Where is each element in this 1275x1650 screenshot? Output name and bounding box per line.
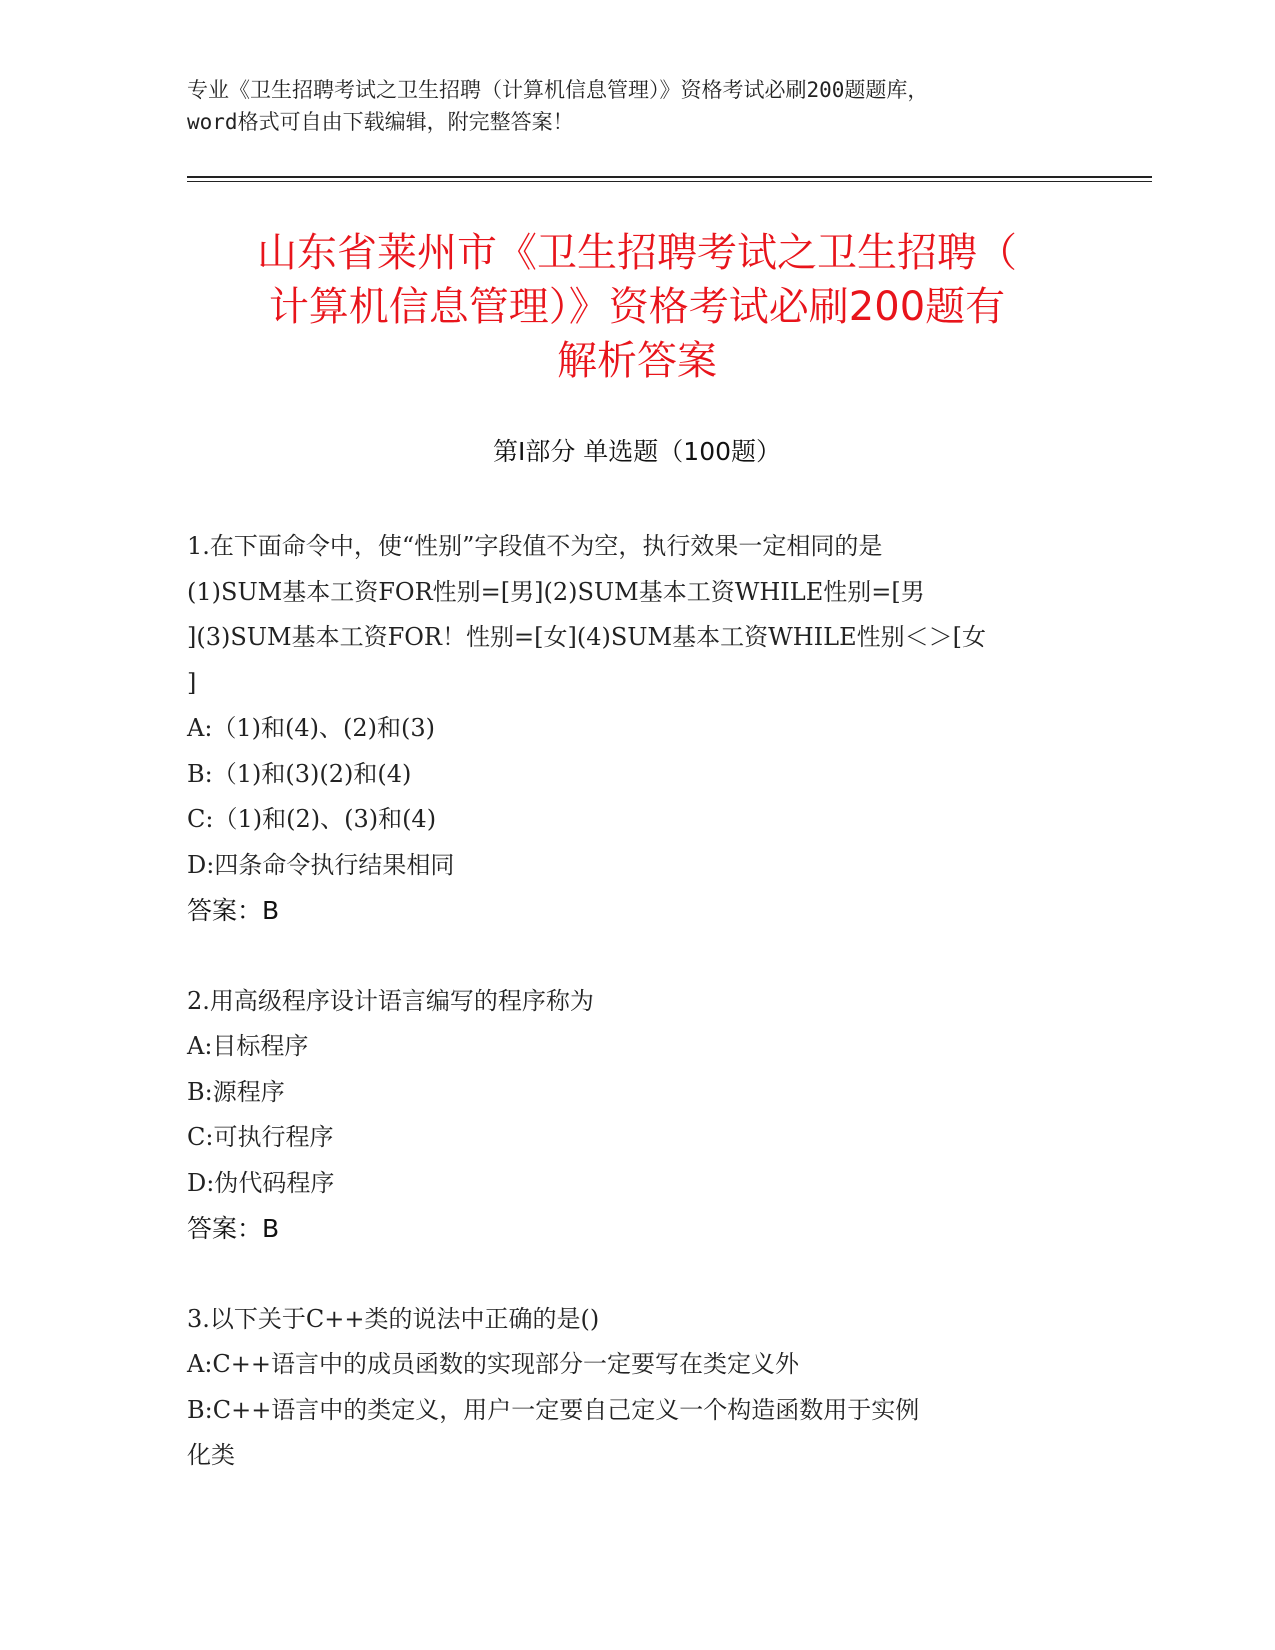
header-divider-thick	[187, 176, 1152, 178]
question-stem-line: 3.以下关于C++类的说法中正确的是()	[187, 1304, 600, 1333]
option-c: C:可执行程序	[187, 1123, 334, 1151]
section-title: 第Ⅰ部分 单选题（100题）	[492, 437, 782, 466]
question-list	[187, 524, 1087, 1479]
option-a: A:目标程序	[187, 1032, 309, 1060]
option-d: D:四条命令执行结果相同	[187, 850, 455, 879]
header-note-line: word格式可自由下载编辑，附完整答案！	[187, 110, 574, 134]
question-stem-line: 2.用高级程序设计语言编写的程序称为	[187, 986, 594, 1015]
option-d: D:伪代码程序	[187, 1168, 335, 1197]
question-spacer	[187, 934, 1087, 979]
question-stem-line: (1)SUM基本工资FOR性别=[男](2)SUM基本工资WHILE性别=[男	[187, 577, 925, 606]
question-3	[187, 1297, 1087, 1479]
option-b: B:（1)和(3)(2)和(4)	[187, 759, 412, 788]
option-b: B:源程序	[187, 1077, 285, 1106]
header-note-line: 专业《卫生招聘考试之卫生招聘（计算机信息管理）》资格考试必刷200题题库，	[187, 78, 929, 102]
question-stem-line: ](3)SUM基本工资FOR！性别=[女](4)SUM基本工资WHILE性别＜＞[女	[187, 623, 986, 651]
option-a: A:C++语言中的成员函数的实现部分一定要写在类定义外	[187, 1350, 799, 1378]
document-title	[187, 226, 1087, 388]
option-c: C:（1)和(2)、(3)和(4)	[187, 805, 437, 833]
header-note	[187, 74, 1107, 138]
question-stem-line: ]	[187, 668, 197, 697]
option-a: A:（1)和(4)、(2)和(3)	[187, 714, 436, 742]
question-spacer	[187, 1252, 1087, 1297]
answer-label: 答案：B	[187, 1214, 280, 1243]
header-divider-thin	[187, 181, 1152, 182]
option-b-continued: 化类	[187, 1441, 235, 1469]
question-stem-line: 1.在下面命令中，使“性别”字段值不为空，执行效果一定相同的是	[187, 532, 883, 560]
question-2	[187, 979, 1087, 1252]
document-title-line: 解析答案	[557, 338, 717, 384]
document-title-line: 计算机信息管理）》资格考试必刷200题有	[268, 284, 1006, 330]
question-1	[187, 524, 1087, 934]
option-b: B:C++语言中的类定义，用户一定要自己定义一个构造函数用于实例	[187, 1395, 920, 1424]
answer-label: 答案：B	[187, 896, 280, 925]
document-title-line: 山东省莱州市《卫生招聘考试之卫生招聘（	[257, 230, 1017, 276]
